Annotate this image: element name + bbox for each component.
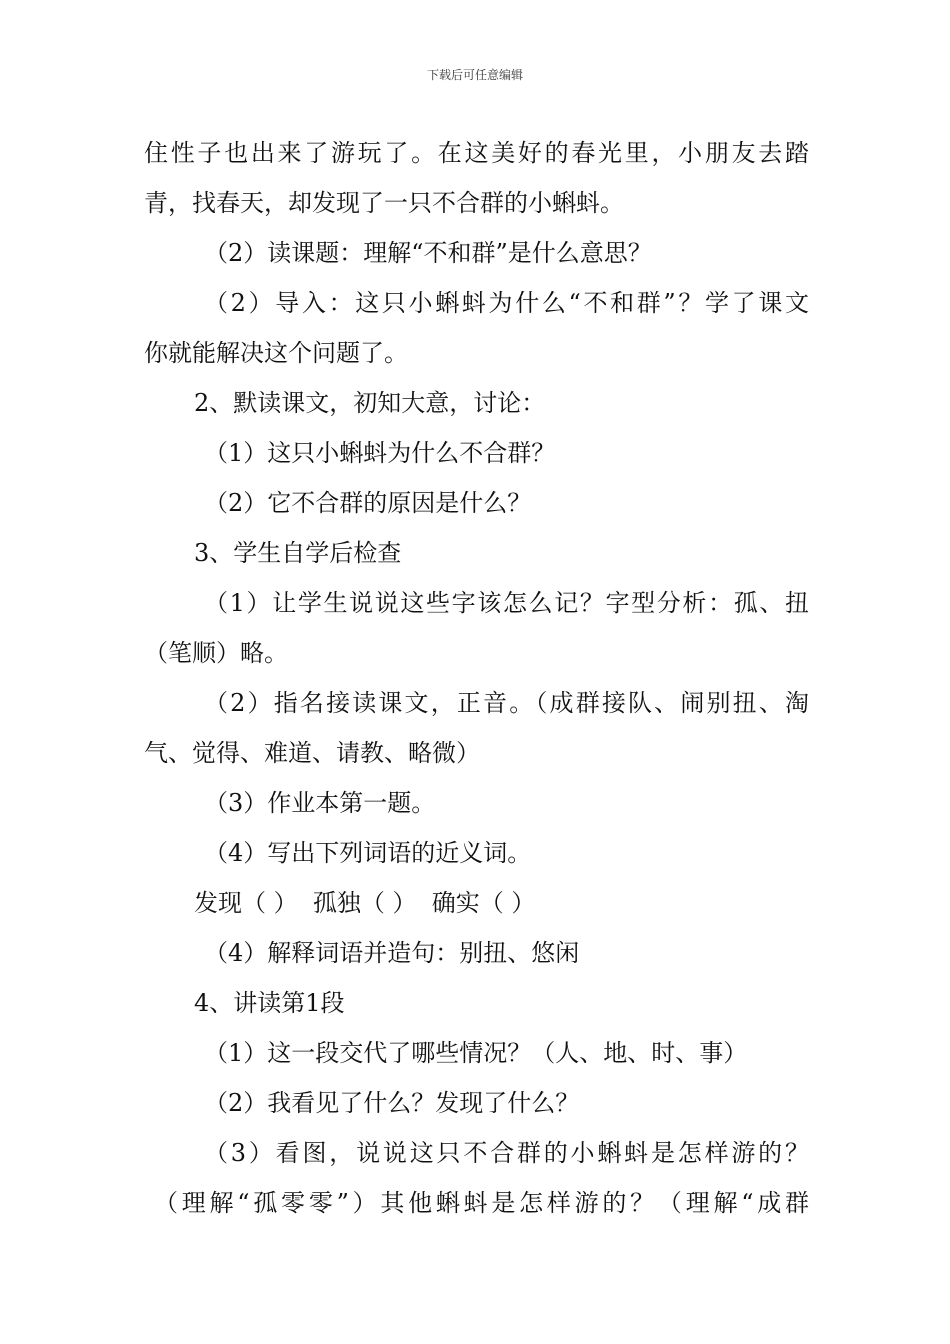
text-line: （2）它不合群的原因是什么？ <box>204 489 532 517</box>
text-line: （理解“孤零零”）其他蝌蚪是怎样游的？（理解“成群 <box>154 1189 809 1217</box>
text-line: （2）我看见了什么？发现了什么？ <box>204 1089 580 1117</box>
text-line: （3）作业本第一题。 <box>204 789 436 817</box>
page-header-note: 下载后可任意编辑 <box>426 68 523 82</box>
text-line: 你就能解决这个问题了。 <box>144 339 408 367</box>
text-line: 住性子也出来了游玩了。在这美好的春光里，小朋友去踏 <box>144 139 809 167</box>
text-line: 气、觉得、难道、请教、略微） <box>144 739 480 767</box>
text-line: （1）让学生说说这些字该怎么记？字型分析：孤、扭 <box>204 589 809 617</box>
text-line: （2）读课题：理解“不和群”是什么意思？ <box>204 239 652 267</box>
text-line: 青，找春天，却发现了一只不合群的小蝌蚪。 <box>144 189 624 217</box>
text-line: （4）解释词语并造句：别扭、悠闲 <box>204 939 580 967</box>
document-body <box>144 128 809 1228</box>
text-line: （1）这一段交代了哪些情况？（人、地、时、事） <box>204 1039 748 1067</box>
text-line: （1）这只小蝌蚪为什么不合群？ <box>204 439 556 467</box>
text-line: （3）看图，说说这只不合群的小蝌蚪是怎样游的？ <box>204 1139 809 1167</box>
text-line: 发现（ ） 孤独（ ） 确实（ ） <box>194 889 536 917</box>
text-line: （4）写出下列词语的近义词。 <box>204 839 532 867</box>
text-line: 2、默读课文，初知大意，讨论： <box>194 389 546 417</box>
text-line: （2）导入：这只小蝌蚪为什么“不和群”？学了课文 <box>204 289 809 317</box>
text-line: （笔顺）略。 <box>144 639 288 667</box>
text-line: （2）指名接读课文，正音。（成群接队、闹别扭、淘 <box>204 689 809 717</box>
text-line: 4、讲读第1段 <box>194 989 345 1017</box>
text-line: 3、学生自学后检查 <box>194 539 402 567</box>
